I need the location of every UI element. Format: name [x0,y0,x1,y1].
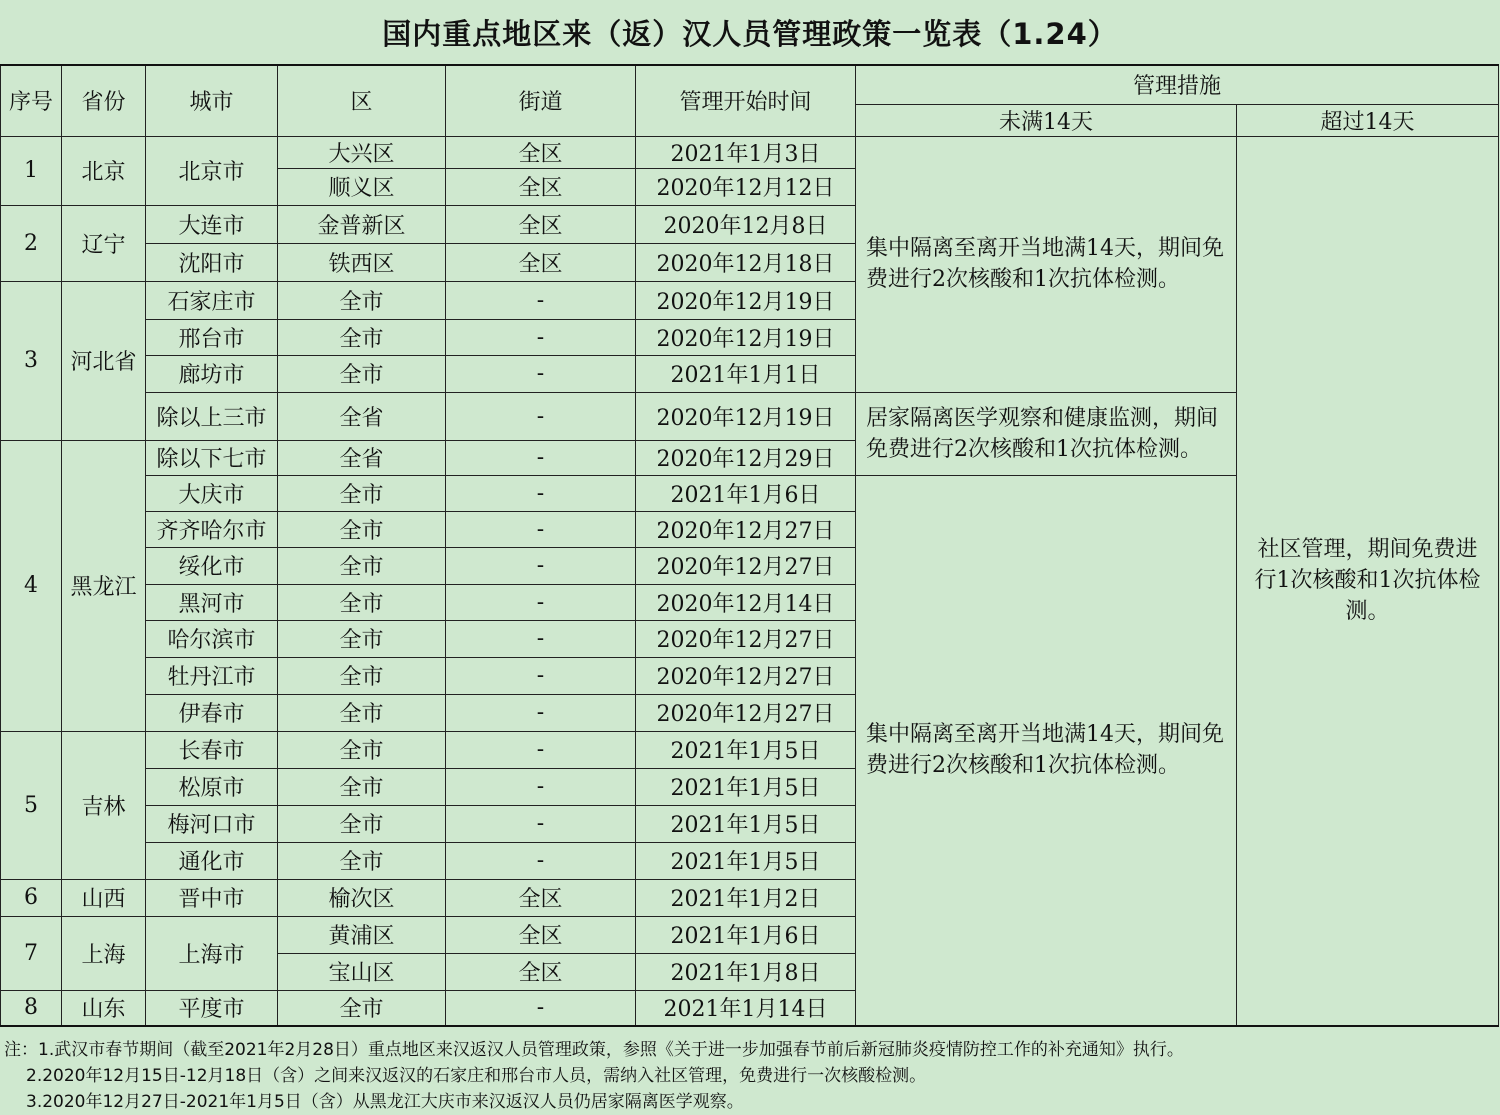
start-date-cell: 2021年1月2日 [636,879,856,916]
header-seq: 序号 [1,65,62,136]
street-cell: - [446,319,636,355]
district-cell: 大兴区 [278,136,446,168]
start-date-cell: 2021年1月6日 [636,916,856,953]
city-cell: 除以下七市 [146,440,278,475]
district-cell: 全市 [278,281,446,319]
street-cell: - [446,475,636,511]
district-cell: 全省 [278,440,446,475]
start-date-cell: 2021年1月5日 [636,731,856,768]
district-cell: 全市 [278,584,446,620]
city-cell: 大连市 [146,205,278,243]
street-cell: - [446,842,636,879]
start-date-cell: 2020年12月18日 [636,243,856,281]
start-date-cell: 2020年12月27日 [636,620,856,657]
city-cell: 齐齐哈尔市 [146,511,278,547]
note-item: 2.2020年12月15日-12月18日（含）之间来汉返汉的石家庄和邢台市人员，需纳入社区管理，免费进行一次核酸检测。 [26,1066,927,1086]
city-cell: 黑河市 [146,584,278,620]
city-cell: 除以上三市 [146,392,278,440]
city-cell: 平度市 [146,990,278,1026]
seq-cell: 6 [1,879,62,916]
street-cell: - [446,805,636,842]
note-item: 注：1.武汉市春节期间（截至2021年2月28日）重点地区来汉返汉人员管理政策，参照《关于进一步加强春节前后新冠肺炎疫情防控工作的补充通知》执行。 [4,1040,1184,1060]
note-item: 3.2020年12月27日-2021年1月5日（含）从黑龙江大庆市来汉返汉人员仍居家隔离医学观察。 [26,1092,744,1112]
start-date-cell: 2021年1月5日 [636,805,856,842]
street-cell: - [446,620,636,657]
city-cell: 通化市 [146,842,278,879]
street-cell: - [446,355,636,392]
table-row [1,136,1499,168]
measure-centralized-quarantine: 集中隔离至离开当地满14天，期间免费进行2次核酸和1次抗体检测。 [856,475,1237,1026]
city-cell: 石家庄市 [146,281,278,319]
city-cell: 绥化市 [146,547,278,584]
district-cell: 全市 [278,355,446,392]
start-date-cell: 2020年12月19日 [636,392,856,440]
district-cell: 金普新区 [278,205,446,243]
start-date-cell: 2021年1月5日 [636,842,856,879]
street-cell: 全区 [446,205,636,243]
header-province: 省份 [62,65,146,136]
page-title: 国内重点地区来（返）汉人员管理政策一览表（1.24） [382,16,1118,51]
city-cell: 牡丹江市 [146,657,278,694]
header-district: 区 [278,65,446,136]
district-cell: 全市 [278,805,446,842]
policy-table [0,64,1499,1027]
header-city: 城市 [146,65,278,136]
measure-home-quarantine: 居家隔离医学观察和健康监测，期间免费进行2次核酸和1次抗体检测。 [856,392,1237,475]
seq-cell: 2 [1,205,62,281]
district-cell: 全市 [278,620,446,657]
city-cell: 上海市 [146,916,278,990]
street-cell: 全区 [446,168,636,205]
start-date-cell: 2020年12月19日 [636,281,856,319]
street-cell: - [446,657,636,694]
district-cell: 全市 [278,842,446,879]
measure-centralized-quarantine: 集中隔离至离开当地满14天，期间免费进行2次核酸和1次抗体检测。 [856,136,1237,392]
province-cell: 黑龙江 [62,440,146,731]
district-cell: 全市 [278,319,446,355]
start-date-cell: 2020年12月12日 [636,168,856,205]
street-cell: - [446,511,636,547]
start-date-cell: 2021年1月6日 [636,475,856,511]
seq-cell: 3 [1,281,62,440]
header-street: 街道 [446,65,636,136]
start-date-cell: 2021年1月3日 [636,136,856,168]
street-cell: 全区 [446,916,636,953]
seq-cell: 5 [1,731,62,879]
district-cell: 全市 [278,657,446,694]
header-under-14-days: 未满14天 [856,104,1237,136]
street-cell: - [446,768,636,805]
seq-cell: 1 [1,136,62,205]
province-cell: 吉林 [62,731,146,879]
seq-cell: 4 [1,440,62,731]
start-date-cell: 2021年1月5日 [636,768,856,805]
city-cell: 松原市 [146,768,278,805]
street-cell: 全区 [446,243,636,281]
street-cell: 全区 [446,136,636,168]
start-date-cell: 2020年12月27日 [636,547,856,584]
street-cell: - [446,694,636,731]
street-cell: - [446,392,636,440]
street-cell: - [446,547,636,584]
district-cell: 全市 [278,547,446,584]
district-cell: 全省 [278,392,446,440]
province-cell: 山东 [62,990,146,1026]
street-cell: - [446,990,636,1026]
seq-cell: 7 [1,916,62,990]
district-cell: 全市 [278,731,446,768]
city-cell: 大庆市 [146,475,278,511]
measure-over-14-days: 社区管理，期间免费进行1次核酸和1次抗体检测。 [1237,136,1499,1026]
district-cell: 铁西区 [278,243,446,281]
header-start-time: 管理开始时间 [636,65,856,136]
start-date-cell: 2021年1月8日 [636,953,856,990]
street-cell: - [446,281,636,319]
province-cell: 辽宁 [62,205,146,281]
city-cell: 廊坊市 [146,355,278,392]
district-cell: 全市 [278,511,446,547]
city-cell: 晋中市 [146,879,278,916]
start-date-cell: 2020年12月14日 [636,584,856,620]
start-date-cell: 2021年1月1日 [636,355,856,392]
street-cell: - [446,584,636,620]
notes [0,1037,1500,1115]
district-cell: 全市 [278,990,446,1026]
district-cell: 宝山区 [278,953,446,990]
district-cell: 黄浦区 [278,916,446,953]
province-cell: 上海 [62,916,146,990]
province-cell: 山西 [62,879,146,916]
start-date-cell: 2020年12月29日 [636,440,856,475]
province-cell: 河北省 [62,281,146,440]
start-date-cell: 2020年12月27日 [636,657,856,694]
start-date-cell: 2020年12月27日 [636,511,856,547]
district-cell: 全市 [278,475,446,511]
seq-cell: 8 [1,990,62,1026]
start-date-cell: 2020年12月19日 [636,319,856,355]
district-cell: 全市 [278,694,446,731]
header-over-14-days: 超过14天 [1237,104,1499,136]
city-cell: 哈尔滨市 [146,620,278,657]
street-cell: 全区 [446,953,636,990]
street-cell: - [446,731,636,768]
district-cell: 全市 [278,768,446,805]
city-cell: 沈阳市 [146,243,278,281]
street-cell: - [446,440,636,475]
city-cell: 北京市 [146,136,278,205]
province-cell: 北京 [62,136,146,205]
district-cell: 顺义区 [278,168,446,205]
start-date-cell: 2021年1月14日 [636,990,856,1026]
start-date-cell: 2020年12月27日 [636,694,856,731]
district-cell: 榆次区 [278,879,446,916]
city-cell: 邢台市 [146,319,278,355]
header-measures: 管理措施 [856,65,1499,104]
city-cell: 梅河口市 [146,805,278,842]
city-cell: 伊春市 [146,694,278,731]
city-cell: 长春市 [146,731,278,768]
street-cell: 全区 [446,879,636,916]
start-date-cell: 2020年12月8日 [636,205,856,243]
